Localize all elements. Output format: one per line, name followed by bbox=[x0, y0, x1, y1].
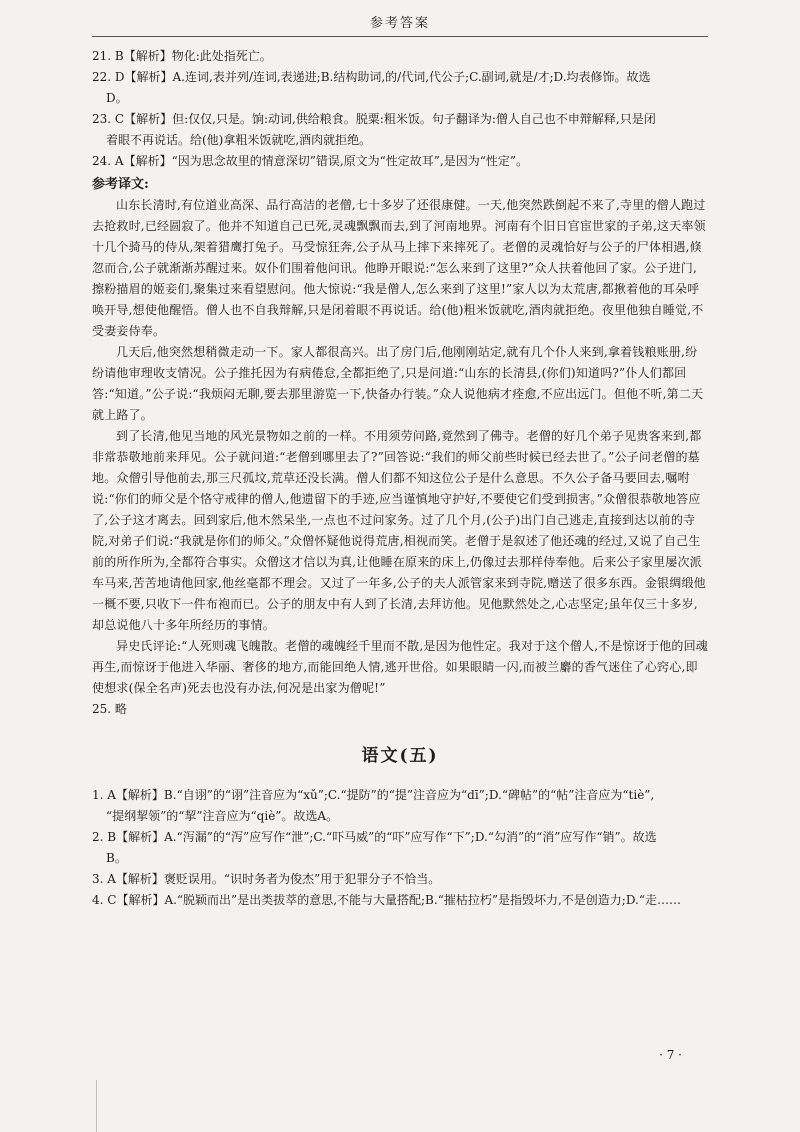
answer-4: 4. C【解析】A.“脱颖而出”是出类拔萃的意思,不能与大量搭配;B.“摧枯拉朽”是指毁坏力,不是创造力;D.“走…… bbox=[92, 893, 681, 907]
translation-paragraph: 到了长清,他见当地的风光景物如之前的一样。不用须劳问路,竟然到了佛寺。老僧的好几个弟子见贵客来到,都非常恭敬地前来拜见。公子就问道:“老僧到哪里去了?”回答说:“我们的师父前些时候已经去世了。”公子问老僧的墓地。众僧引导他前去,那三尺孤坟,荒草还没长满。僧人们都不知这位公子是什么意思。不久公子备马要回去,嘱咐说:“你们的师父是个恪守戒律的僧人,他遗留下的手迹,应当谨慎地守护好,不要使它们受到损害。”众僧很恭敬地答应了,公子这才离去。回到家后,他木然呆坐,一点也不过问家务。过了几个月,(公子)出门自己逃走,直接到达以前的寺院,对弟子们说:“我就是你们的师父。”众僧怀疑他说得荒唐,相视而笑。老僧于是叙述了他还魂的经过,又说了自己生前的所作所为,全都符合事实。众僧这才信以为真,让他睡在原来的床上,仍像过去那样侍奉他。后来公子家里屡次派车马来,苦苦地请他回家,他丝毫都不理会。又过了一年多,公子的夫人派管家来到寺院,赠送了很多东西。金银绸缎他一概不要,只收下一件布袍而已。公子的朋友中有人到了长清,去拜访他。见他默然处之,心志坚定;虽年仅三十多岁,却总说他八十多年所经历的事情。 bbox=[92, 429, 706, 632]
answer-24: 24. A【解析】“因为思念故里的情意深切”错误,原文为“性定故耳”,是因为“性定”。 bbox=[92, 154, 529, 168]
page-content bbox=[92, 46, 708, 911]
answer-25: 25. 略 bbox=[92, 702, 127, 716]
answer-2: 2. B【解析】A.“泻漏”的“泻”应写作“泄”;C.“吓马威”的“吓”应写作“下”;D.“勾消”的“消”应写作“销”。故选 B。 bbox=[92, 830, 657, 865]
translation-paragraph: 几天后,他突然想稍微走动一下。家人都很高兴。出了房门后,他刚刚站定,就有几个仆人来到,拿着钱粮账册,纷纷请他审理收支情况。公子推托因为有病倦怠,全都拒绝了,只是问道:“山东的长清县,(你们)知道吗?”仆人们都回答:“知道。”公子说:“我烦闷无聊,要去那里游览一下,快备办行装。”众人说他病才痊愈,不应出远门。但他不听,第二天就上路了。 bbox=[92, 345, 704, 422]
page-number: · 7 · bbox=[659, 1048, 682, 1062]
answer-23: 23. C【解析】但:仅仅,只是。饷:动词,供给粮食。脱粟:粗米饭。句子翻译为:僧人自己也不申辩解释,只是闭 着眼不再说话。给(他)拿粗米饭就吃,酒肉就拒绝。 bbox=[92, 112, 656, 147]
translation-paragraph: 山东长清时,有位道业高深、品行高洁的老僧,七十多岁了还很康健。一天,他突然跌倒起不来了,寺里的僧人跑过去抢救时,已经圆寂了。他并不知道自己已死,灵魂飘飘而去,到了河南地界。河南有个旧日官宦世家的子弟,这天率领十几个骑马的侍从,架着猎鹰打兔子。马受惊狂奔,公子从马上摔下来摔死了。老僧的灵魂恰好与公子的尸体相遇,倏忽而合,公子就渐渐苏醒过来。奴仆们围着他问讯。他睁开眼说:“怎么来到了这里?”众人扶着他回了家。公子进门,擦粉描眉的姬妾们,聚集过来看望慰问。他大惊说:“我是僧人,怎么来到了这里!”家人以为太荒唐,都揪着他的耳朵呼唤开导,想使他醒悟。僧人也不自我辩解,只是闭着眼不再说话。给(他)粗米饭就吃,酒肉就拒绝。夜里他独自睡觉,不受妻妾侍奉。 bbox=[92, 198, 706, 338]
answer-1: 1. A【解析】B.“自诩”的“诩”注音应为“xǔ”;C.“提防”的“提”注音应为“dī”;D.“碑帖”的“帖”注音应为“tiè”, “提纲挈领”的“挈”注音应为“qiè”。故选A。 bbox=[92, 788, 655, 823]
answer-3: 3. A【解析】褒贬误用。“识时务者为俊杰”用于犯罪分子不恰当。 bbox=[92, 872, 441, 886]
translation-title: 参考译文: bbox=[92, 177, 149, 192]
answer-22: 22. D【解析】A.连词,表并列/连词,表递进;B.结构助词,的/代词,代公子;C.副词,就是/才;D.均表修饰。故选 D。 bbox=[92, 70, 651, 105]
header-divider bbox=[92, 36, 708, 37]
translation-paragraph: 异史氏评论:“人死则魂飞魄散。老僧的魂魄经千里而不散,是因为他性定。我对于这个僧人,不是惊讶于他的回魂再生,而惊讶于他进入华丽、奢侈的地方,而能回绝人情,逃开世俗。如果眼睛一闪,而被兰麝的香气迷住了心窍心,即使想求(保全名声)死去也没有办法,何况是出家为僧呢!” bbox=[92, 639, 709, 695]
scan-edge-mark bbox=[96, 1080, 97, 1132]
page-header: 参考答案 bbox=[369, 16, 430, 31]
answer-21: 21. B【解析】物化:此处指死亡。 bbox=[92, 49, 272, 63]
chapter-title: 语文(五) bbox=[361, 746, 439, 766]
